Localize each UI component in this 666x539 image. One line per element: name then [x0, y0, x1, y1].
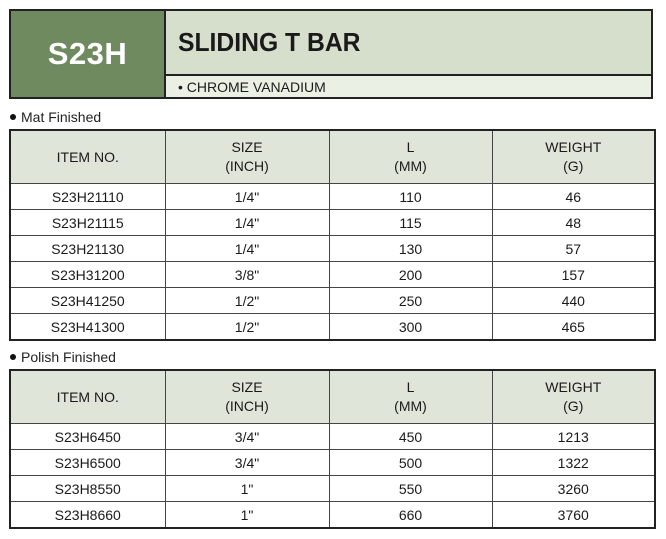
cell-item: S23H6500	[10, 450, 165, 476]
cell-item: S23H6450	[10, 424, 165, 450]
header-right	[166, 11, 651, 97]
cell-item: S23H41300	[10, 314, 165, 341]
cell-length: 115	[329, 210, 492, 236]
cell-size: 1/4"	[165, 210, 329, 236]
cell-weight: 57	[492, 236, 655, 262]
cell-weight: 48	[492, 210, 655, 236]
cell-weight: 3260	[492, 476, 655, 502]
col-header-length: L (MM)	[329, 370, 492, 424]
col-header-length: L (MM)	[329, 130, 492, 184]
table-row	[10, 210, 655, 236]
cell-item: S23H21115	[10, 210, 165, 236]
cell-size: 1/2"	[165, 314, 329, 341]
cell-size: 1/4"	[165, 236, 329, 262]
cell-weight: 1322	[492, 450, 655, 476]
cell-size: 1"	[165, 502, 329, 529]
cell-length: 200	[329, 262, 492, 288]
product-code: S23H	[47, 36, 128, 71]
cell-length: 660	[329, 502, 492, 529]
cell-size: 1/4"	[165, 184, 329, 210]
product-title: SLIDING T BAR	[178, 27, 361, 57]
cell-item: S23H31200	[10, 262, 165, 288]
table-row	[10, 502, 655, 529]
cell-size: 3/4"	[165, 424, 329, 450]
section-label-text: Polish Finished	[21, 349, 116, 365]
bullet-icon	[10, 354, 16, 360]
cell-length: 250	[329, 288, 492, 314]
section-label-mat	[10, 109, 101, 125]
cell-length: 550	[329, 476, 492, 502]
section-label-text: Mat Finished	[21, 109, 102, 125]
col-header-weight: WEIGHT (G)	[492, 130, 655, 184]
product-code-box	[11, 11, 166, 97]
col-header-item: ITEM NO.	[10, 370, 165, 424]
section-label-polish	[10, 349, 116, 365]
cell-size: 3/4"	[165, 450, 329, 476]
cell-item: S23H8660	[10, 502, 165, 529]
cell-weight: 465	[492, 314, 655, 341]
cell-size: 3/8"	[165, 262, 329, 288]
cell-weight: 1213	[492, 424, 655, 450]
cell-weight: 440	[492, 288, 655, 314]
table-header-row	[10, 370, 655, 424]
table-row	[10, 450, 655, 476]
col-header-item: ITEM NO.	[10, 130, 165, 184]
material-box	[166, 76, 651, 97]
table-row	[10, 184, 655, 210]
cell-length: 500	[329, 450, 492, 476]
title-box	[166, 11, 651, 76]
table-row	[10, 476, 655, 502]
col-header-size: SIZE (INCH)	[165, 130, 329, 184]
cell-weight: 46	[492, 184, 655, 210]
cell-size: 1/2"	[165, 288, 329, 314]
table-header-row	[10, 130, 655, 184]
spec-table-polish	[9, 369, 656, 529]
bullet-icon	[10, 114, 16, 120]
table-row	[10, 236, 655, 262]
cell-length: 110	[329, 184, 492, 210]
table-row	[10, 288, 655, 314]
cell-length: 450	[329, 424, 492, 450]
spec-table-mat	[9, 129, 656, 341]
product-header	[9, 9, 653, 99]
cell-item: S23H41250	[10, 288, 165, 314]
col-header-weight: WEIGHT (G)	[492, 370, 655, 424]
cell-size: 1"	[165, 476, 329, 502]
cell-length: 130	[329, 236, 492, 262]
cell-item: S23H8550	[10, 476, 165, 502]
table-row	[10, 262, 655, 288]
cell-weight: 3760	[492, 502, 655, 529]
cell-weight: 157	[492, 262, 655, 288]
cell-item: S23H21110	[10, 184, 165, 210]
table-row	[10, 314, 655, 341]
material-label: • CHROME VANADIUM	[178, 78, 326, 95]
col-header-size: SIZE (INCH)	[165, 370, 329, 424]
cell-item: S23H21130	[10, 236, 165, 262]
cell-length: 300	[329, 314, 492, 341]
table-row	[10, 424, 655, 450]
